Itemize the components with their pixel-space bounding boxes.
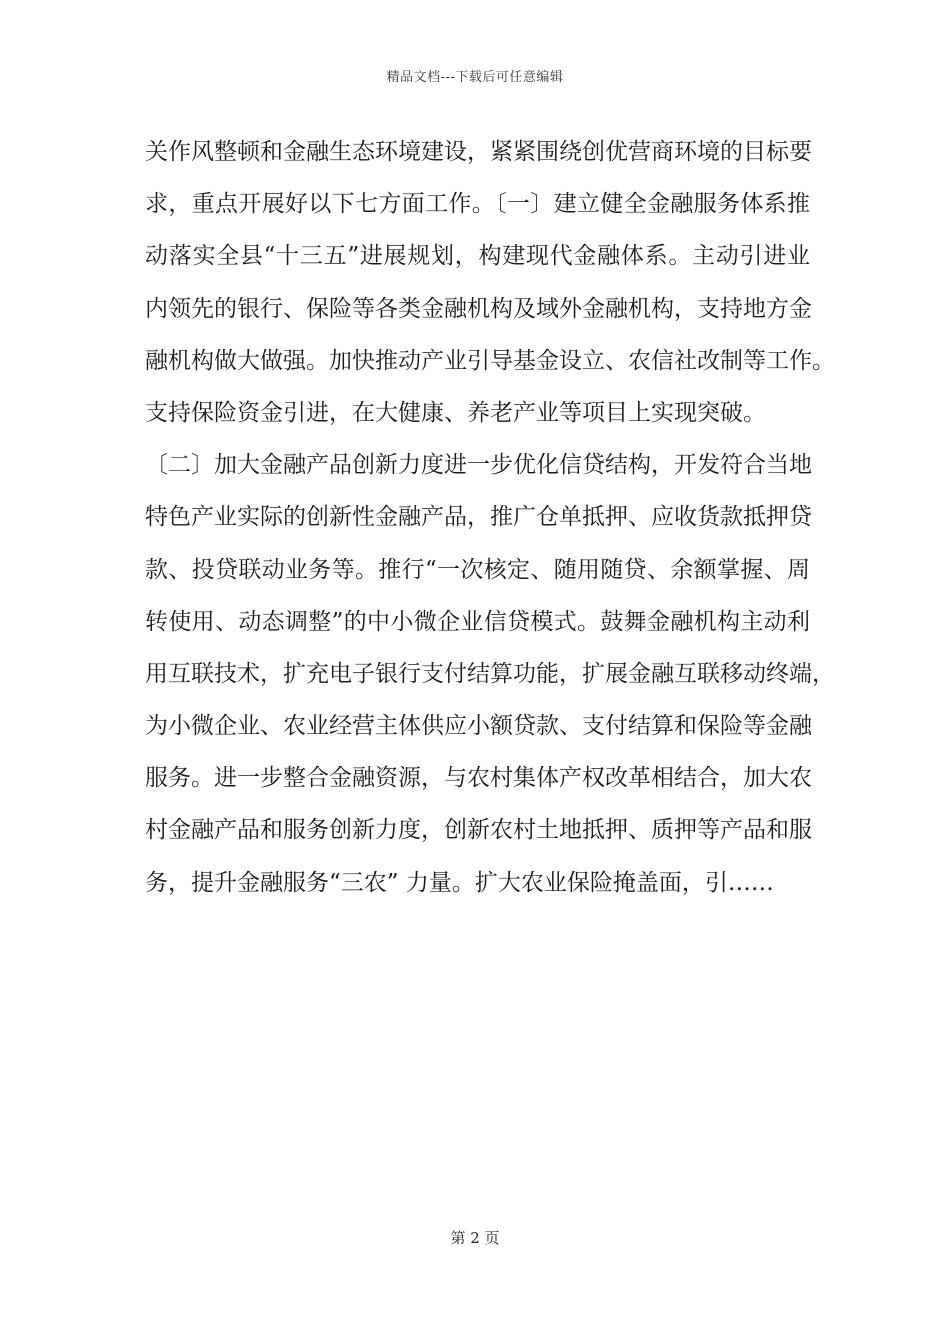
body-line: 求，重点开展好以下七方面工作。〔一〕建立健全金融服务体系推	[145, 191, 810, 218]
body-line: 务，提升金融服务“三农” 力量。扩大农业保险掩盖面，引……	[145, 869, 774, 896]
body-line: 支持保险资金引进，在大健康、养老产业等项目上实现突破。	[145, 399, 766, 426]
body-line: 款、投贷联动业务等。推行“一次核定、随用随贷、余额掌握、周	[145, 556, 810, 583]
page-number: 第 2 页	[450, 1229, 500, 1247]
body-line: 为小微企业、农业经营主体供应小额贷款、支付结算和保险等金融	[145, 713, 812, 740]
body-line: 关作风整顿和金融生态环境建设，紧紧围绕创优营商环境的目标要	[145, 139, 812, 165]
body-line: 用互联技术，扩充电子银行支付结算功能，扩展金融互联移动终端，	[145, 660, 835, 687]
body-line: 特色产业实际的创新性金融产品，推广仓单抵押、应收货款抵押贷	[145, 504, 812, 531]
body-line: 转使用、动态调整”的中小微企业信贷模式。鼓舞金融机构主动利	[145, 608, 810, 635]
body-text	[145, 130, 835, 913]
body-line: 动落实全县“十三五”进展规划，构建现代金融体系。主动引进业	[145, 243, 810, 270]
body-line: 融机构做大做强。加快推动产业引导基金设立、农信社改制等工作。	[145, 347, 835, 374]
body-line: 服务。进一步整合金融资源，与农村集体产权改革相结合，加大农	[145, 765, 812, 792]
body-line: 内领先的银行、保险等各类金融机构及域外金融机构，支持地方金	[145, 295, 812, 322]
page-header: 精品文档---下载后可任意编辑	[386, 70, 564, 85]
body-line: 村金融产品和服务创新力度，创新农村土地抵押、质押等产品和服	[145, 817, 812, 844]
body-line: 〔二〕加大金融产品创新力度进一步优化信贷结构，开发符合当地	[145, 452, 812, 479]
